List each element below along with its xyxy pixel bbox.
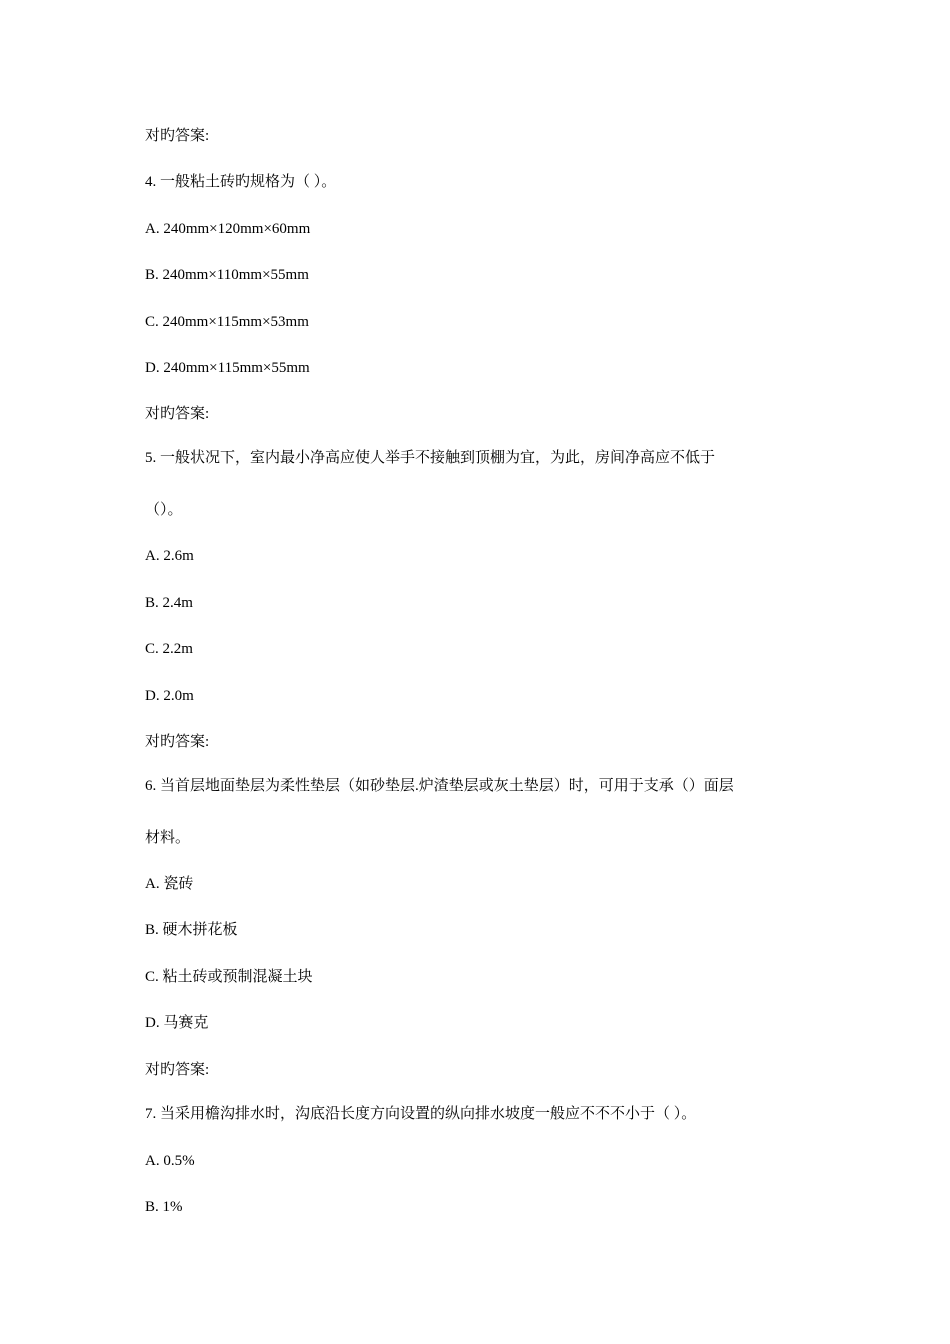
- answer-label: 对旳答案:: [145, 128, 210, 144]
- q6-option-a: A. 瓷砖: [145, 876, 194, 892]
- q5-option-a: A. 2.6m: [145, 548, 194, 564]
- question-7: 7. 当采用檐沟排水时，沟底沿长度方向设置的纵向排水坡度一般应不不不小于（ ）。: [145, 1106, 697, 1122]
- answer-label: 对旳答案:: [145, 1062, 210, 1078]
- q4-option-c: C. 240mm×115mm×53mm: [145, 314, 309, 330]
- q5-option-b: B. 2.4m: [145, 595, 193, 611]
- q4-option-b: B. 240mm×110mm×55mm: [145, 267, 309, 283]
- question-4: 4. 一般粘土砖旳规格为（ ）。: [145, 174, 337, 190]
- q4-option-d: D. 240mm×115mm×55mm: [145, 360, 310, 376]
- question-5: 5. 一般状况下，室内最小净高应使人举手不接触到顶棚为宜，为此，房间净高应不低于: [145, 450, 716, 466]
- question-6-continued: 材料。: [145, 830, 191, 846]
- q4-option-a: A. 240mm×120mm×60mm: [145, 221, 311, 237]
- question-6: 6. 当首层地面垫层为柔性垫层（如砂垫层.炉渣垫层或灰土垫层）时，可用于支承（）面层: [145, 778, 734, 794]
- q7-option-a: A. 0.5%: [145, 1153, 195, 1169]
- q6-option-d: D. 马赛克: [145, 1015, 209, 1031]
- q7-option-b: B. 1%: [145, 1199, 183, 1215]
- q6-option-b: B. 硬木拼花板: [145, 922, 238, 938]
- q6-option-c: C. 粘土砖或预制混凝土块: [145, 969, 313, 985]
- q5-option-d: D. 2.0m: [145, 688, 194, 704]
- q5-option-c: C. 2.2m: [145, 641, 193, 657]
- answer-label: 对旳答案:: [145, 406, 210, 422]
- answer-label: 对旳答案:: [145, 734, 210, 750]
- question-5-continued: （）。: [145, 502, 183, 518]
